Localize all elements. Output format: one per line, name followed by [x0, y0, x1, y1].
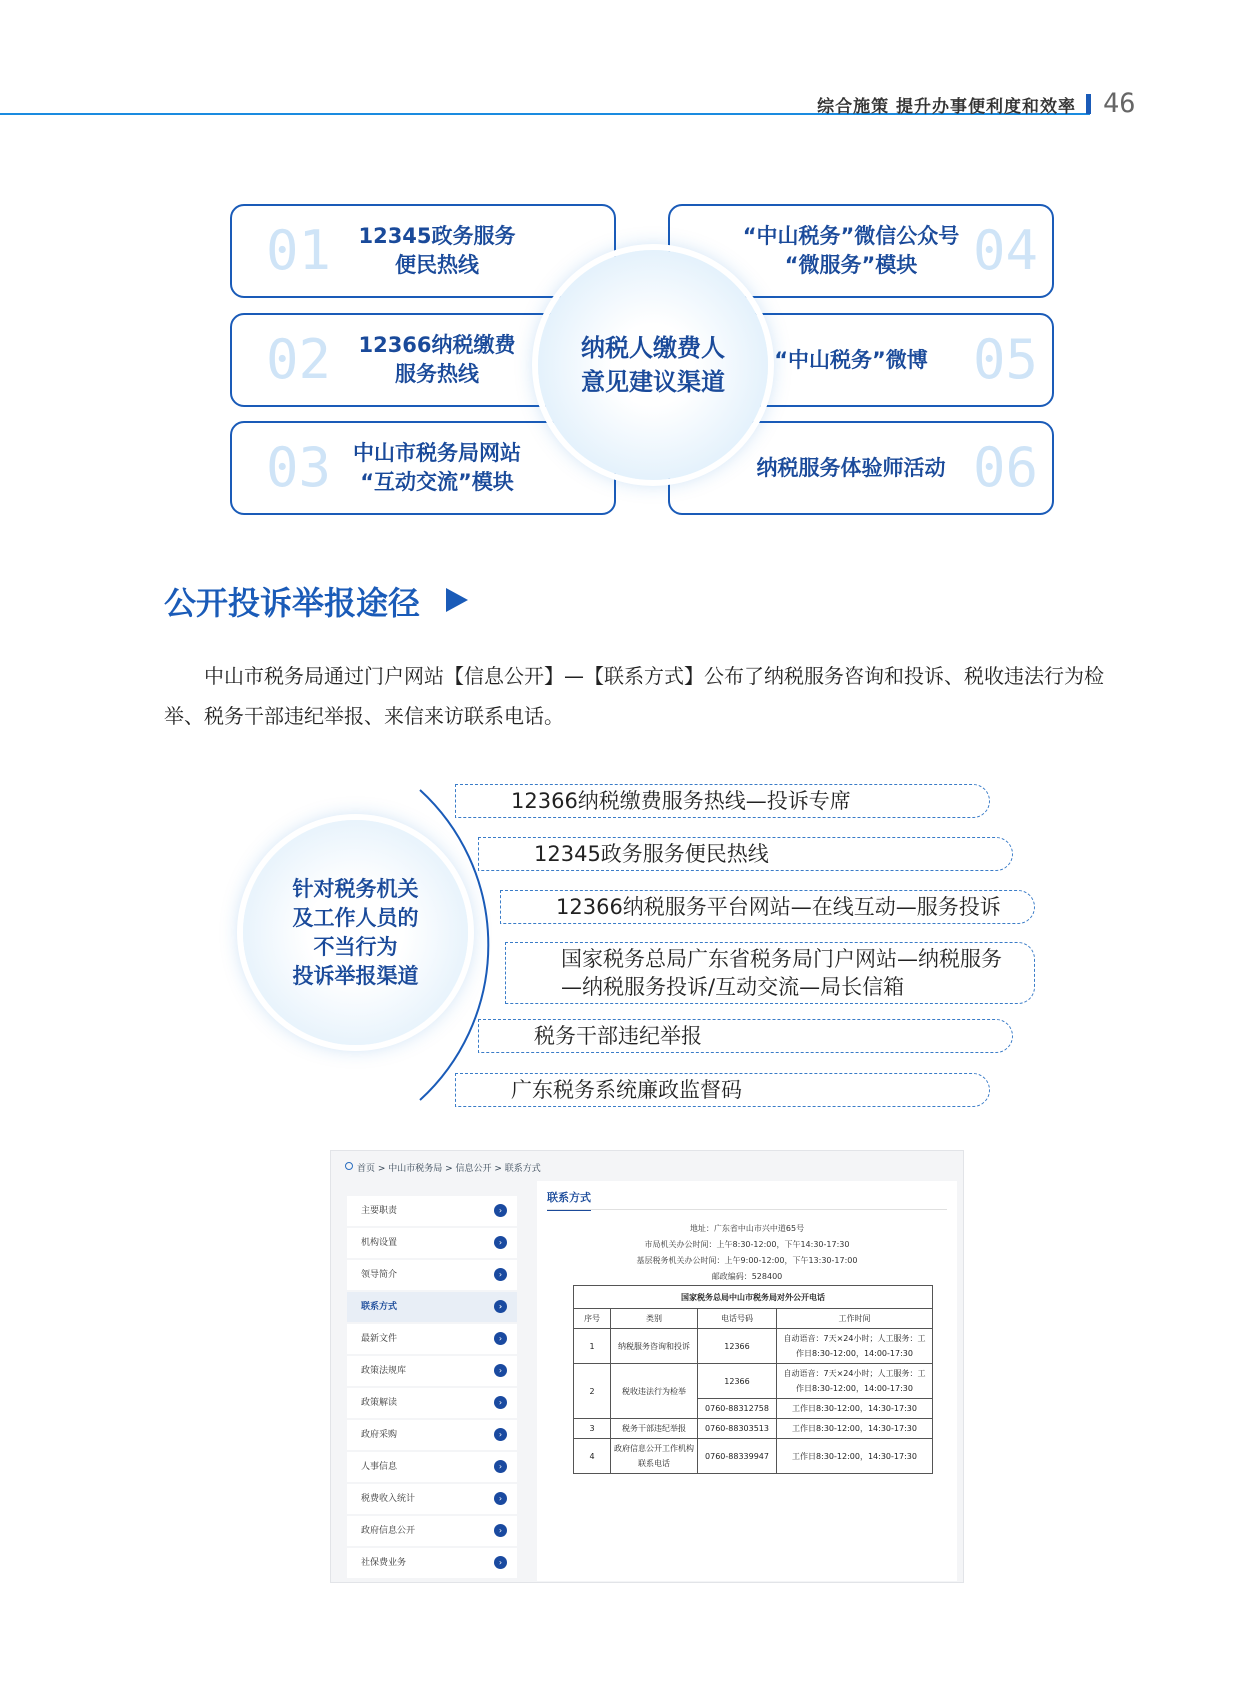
- sidebar-item[interactable]: [347, 1260, 517, 1290]
- table-row: [574, 1419, 933, 1439]
- header-cell: 序号: [574, 1309, 611, 1329]
- channel-line: “互动交流”模块: [360, 470, 514, 494]
- chevron-right-icon: ›: [494, 1460, 507, 1473]
- contact-panel: [537, 1181, 957, 1581]
- sidebar-item-label: 社保费业务: [361, 1558, 407, 1568]
- channel-box-03: [230, 421, 616, 515]
- channel-number: 06: [973, 436, 1039, 499]
- channel-text: [732, 423, 970, 513]
- sidebar-item[interactable]: [347, 1228, 517, 1258]
- center-line: 意见建议渠道: [581, 368, 725, 396]
- sidebar-item-label: 最新文件: [361, 1334, 398, 1344]
- chevron-right-icon: ›: [494, 1428, 507, 1441]
- channels-center-circle: [538, 250, 768, 480]
- play-arrow-icon: [446, 588, 468, 612]
- cell: 3: [574, 1419, 611, 1439]
- channel-number: 05: [973, 328, 1039, 391]
- sidebar-item[interactable]: [347, 1452, 517, 1482]
- cell: 政府信息公开工作机构联系电话: [611, 1439, 698, 1474]
- cell: 1: [574, 1329, 611, 1364]
- chevron-right-icon: ›: [494, 1204, 507, 1217]
- channel-text: [332, 315, 542, 405]
- website-screenshot: [330, 1150, 964, 1583]
- cell: 0760-88339947: [698, 1439, 777, 1474]
- sidebar-item[interactable]: [347, 1548, 517, 1578]
- table-row: [574, 1439, 933, 1474]
- sidebar-item[interactable]: [347, 1324, 517, 1354]
- cell: 税收违法行为检举: [611, 1364, 698, 1419]
- breadcrumb-text[interactable]: 首页 > 中山市税务局 > 信息公开 > 联系方式: [357, 1164, 541, 1174]
- channel-line: 服务热线: [395, 362, 479, 386]
- cell: 12366: [698, 1329, 777, 1364]
- complaint-item: 12345政务服务便民热线: [478, 837, 1013, 871]
- channel-line: 12366纳税缴费: [358, 333, 516, 357]
- chevron-right-icon: ›: [494, 1492, 507, 1505]
- complaint-item: 广东税务系统廉政监督码: [455, 1073, 990, 1107]
- cell: 0760-88303513: [698, 1419, 777, 1439]
- sidebar-item-label: 政策解读: [361, 1398, 398, 1408]
- center-line: 针对税务机关: [292, 876, 419, 901]
- sidebar-item-label: 联系方式: [361, 1302, 398, 1312]
- sidebar-item-label: 人事信息: [361, 1462, 398, 1472]
- chevron-right-icon: ›: [494, 1364, 507, 1377]
- chevron-right-icon: ›: [494, 1396, 507, 1409]
- cell: 税务干部违纪举报: [611, 1419, 698, 1439]
- channel-line: 12345政务服务: [358, 224, 516, 248]
- cell: 自动语音：7天×24小时；人工服务：工作日8:30-12:00，14:00-17:30: [777, 1329, 933, 1364]
- address-line: 邮政编码：528400: [711, 1272, 783, 1281]
- channel-number: 01: [266, 219, 332, 282]
- channel-box-01: [230, 204, 616, 298]
- complaint-item: 12366纳税服务平台网站—在线互动—服务投诉: [500, 890, 1035, 924]
- header-cell: 电话号码: [698, 1309, 777, 1329]
- sidebar-item[interactable]: [347, 1516, 517, 1546]
- sidebar-item-label: 主要职责: [361, 1206, 398, 1216]
- cell: 纳税服务咨询和投诉: [611, 1329, 698, 1364]
- sidebar-item-label: 政府信息公开: [361, 1526, 416, 1536]
- section-paragraph: 中山市税务局通过门户网站【信息公开】—【联系方式】公布了纳税服务咨询和投诉、税收违法行为检举、税务干部违纪举报、来信来访联系电话。: [164, 664, 1104, 728]
- section-title: 公开投诉举报途径: [164, 584, 421, 622]
- sidebar-item[interactable]: [347, 1420, 517, 1450]
- sidebar-item-label: 机构设置: [361, 1238, 398, 1248]
- channel-line: 便民热线: [395, 253, 479, 277]
- sidebar-item-label: 政府采购: [361, 1430, 398, 1440]
- cell: 4: [574, 1439, 611, 1474]
- sidebar-item[interactable]: [347, 1196, 517, 1226]
- address-line: 基层税务机关办公时间：上午9:00-12:00，下午13:30-17:00: [636, 1256, 858, 1265]
- table-row: [574, 1329, 933, 1364]
- cell: 自动语音：7天×24小时；人工服务：工作日8:30-12:00，14:00-17:30: [777, 1364, 933, 1399]
- center-line: 不当行为: [313, 934, 398, 959]
- sidebar-item-label: 领导简介: [361, 1270, 398, 1280]
- complaint-center-circle: [243, 820, 468, 1045]
- chevron-right-icon: ›: [494, 1236, 507, 1249]
- channel-number: 03: [266, 436, 332, 499]
- complaint-item: 税务干部违纪举报: [478, 1019, 1013, 1053]
- chevron-right-icon: ›: [494, 1524, 507, 1537]
- channel-number: 04: [973, 219, 1039, 282]
- channel-line: “中山税务”微信公众号: [742, 224, 960, 248]
- address-line: 市局机关办公时间：上午8:30-12:00，下午14:30-17:30: [644, 1240, 850, 1249]
- table-caption: 国家税务总局中山市税务局对外公开电话: [574, 1286, 933, 1309]
- header-cell: 类别: [611, 1309, 698, 1329]
- cell: 工作日8:30-12:00，14:30-17:30: [777, 1399, 933, 1419]
- chevron-right-icon: ›: [494, 1556, 507, 1569]
- header-cell: 工作时间: [777, 1309, 933, 1329]
- sidebar-item-label: 政策法规库: [361, 1366, 407, 1376]
- address-line: 地址：广东省中山市兴中道65号: [689, 1224, 805, 1233]
- cell: 工作日8:30-12:00，14:30-17:30: [777, 1439, 933, 1474]
- breadcrumb: [345, 1161, 541, 1174]
- complaint-item: 12366纳税缴费服务热线—投诉专席: [455, 784, 990, 818]
- channel-line: 中山市税务局网站: [353, 441, 521, 465]
- header-accent-bar: [1086, 94, 1091, 114]
- sidebar-item-label: 税费收入统计: [361, 1494, 416, 1504]
- channel-line: “微服务”模块: [784, 253, 918, 277]
- channel-line: “中山税务”微博: [774, 347, 928, 372]
- cell: 0760-88312758: [698, 1399, 777, 1419]
- table-row: [574, 1364, 933, 1399]
- chevron-right-icon: ›: [494, 1332, 507, 1345]
- cell: 12366: [698, 1364, 777, 1399]
- channel-text: [332, 423, 542, 513]
- table-header-row: [574, 1309, 933, 1329]
- location-pin-icon: [345, 1162, 353, 1170]
- header-title: 综合施策 提升办事便利度和效率: [817, 97, 1076, 117]
- page-number: 46: [1103, 88, 1136, 119]
- chevron-right-icon: ›: [494, 1300, 507, 1313]
- channel-line: 纳税服务体验师活动: [756, 455, 946, 480]
- cell: 工作日8:30-12:00，14:30-17:30: [777, 1419, 933, 1439]
- center-line: 及工作人员的: [292, 905, 419, 930]
- center-line: 投诉举报渠道: [292, 963, 419, 988]
- channel-number: 02: [266, 328, 332, 391]
- complaint-line: —纳税服务投诉/互动交流—局长信箱: [561, 975, 905, 999]
- channel-text: [332, 206, 542, 296]
- channel-text: [732, 206, 970, 296]
- sidebar-item[interactable]: [347, 1388, 517, 1418]
- sidebar-item-active[interactable]: [347, 1292, 517, 1322]
- panel-divider: [547, 1209, 947, 1210]
- chevron-right-icon: ›: [494, 1268, 507, 1281]
- complaint-item-multiline: [505, 942, 1035, 1004]
- phone-table: [573, 1285, 933, 1474]
- complaint-line: 国家税务总局广东省税务局门户网站—纳税服务: [561, 947, 1002, 971]
- sidebar-item[interactable]: [347, 1484, 517, 1514]
- panel-title: 联系方式: [547, 1189, 591, 1211]
- cell: 2: [574, 1364, 611, 1419]
- sidebar-item[interactable]: [347, 1356, 517, 1386]
- center-line: 纳税人缴费人: [581, 334, 725, 362]
